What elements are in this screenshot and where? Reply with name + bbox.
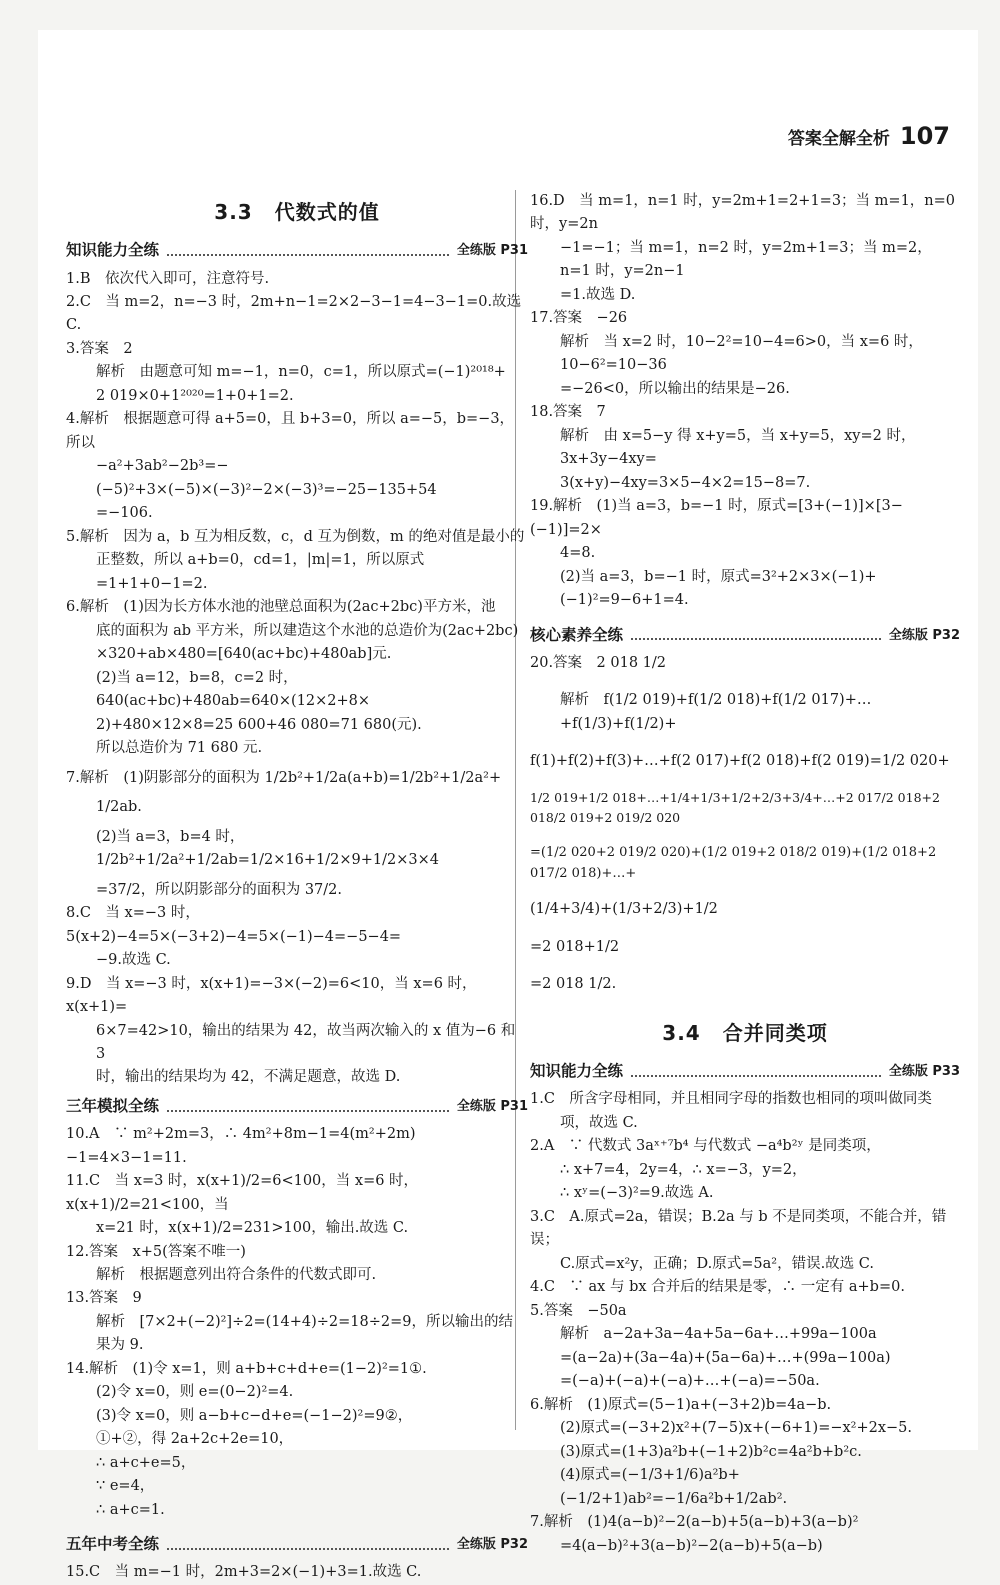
answer-line: (1/4+3/4)+(1/3+2/3)+1/2 — [530, 901, 718, 918]
answer-line: 4.C ∵ ax 与 bx 合并后的结果是零，∴ 一定有 a+b=0. — [530, 1279, 905, 1296]
subheading-title: 核心素养全练 — [530, 625, 624, 644]
answer-line: 3.答案 2 — [66, 340, 133, 357]
answer-line: 解析 由题意可知 m=−1，n=0，c=1，所以原式=(−1)²⁰¹⁸+ — [96, 364, 506, 381]
answer-line: 17.答案 −26 — [530, 310, 628, 327]
answer-line: 14.解析 (1)令 x=1，则 a+b+c+d+e=(1−2)²=1①. — [66, 1360, 427, 1377]
page-number: 107 — [899, 122, 950, 150]
answer-line: 果为 9. — [96, 1337, 144, 1354]
answer-line: 1.B 依次代入即可，注意符号. — [66, 270, 270, 287]
answer-line: =1.故选 D. — [560, 286, 636, 303]
answer-line: 6.解析 (1)因为长方体水池的池壁总面积为(2ac+2bc)平方米，池 — [66, 599, 496, 616]
answer-line: =(−a)+(−a)+(−a)+…+(−a)=−50a. — [560, 1373, 820, 1390]
answer-line: f(1)+f(2)+f(3)+…+f(2 017)+f(2 018)+f(2 019)=1/2 020+ — [530, 753, 950, 770]
answer-line: 时，输出的结果均为 42，不满足题意，故选 D. — [96, 1069, 401, 1086]
answer-line: ∴ a+c=1. — [96, 1501, 165, 1518]
answer-line: =−26<0，所以输出的结果是−26. — [560, 380, 790, 397]
answer-line: 底的面积为 ab 平方米，所以建造这个水池的总造价为(2ac+2bc) — [96, 622, 519, 639]
section-title-3-4 — [530, 1017, 960, 1049]
subheading-ref: 全练版 P32 — [888, 627, 960, 643]
answer-line: 9.D 当 x=−3 时，x(x+1)=−3×(−2)=6<10，当 x=6 时，x(x+1)= — [66, 975, 477, 1016]
subheading-five-year — [66, 1532, 528, 1557]
answer-line: 1/2 019+1/2 018+…+1/4+1/3+1/2+2/3+3/4+…+2 017/2 018+2 018/2 019+2 019/2 020 — [530, 789, 940, 826]
answer-line: 12.答案 x+5(答案不唯一) — [66, 1243, 246, 1260]
section-name: 代数式的值 — [274, 200, 380, 224]
right-column — [530, 190, 960, 1558]
answer-line: 3(x+y)−4xy=3×5−4×2=15−8=7. — [560, 474, 811, 491]
answer-line: =2 018+1/2 — [530, 938, 620, 955]
answer-line: 3.C A.原式=2a，错误；B.2a 与 b 不是同类项，不能合并，错误； — [530, 1208, 947, 1249]
answer-line: ∴ xʸ=(−3)²=9.故选 A. — [560, 1185, 714, 1202]
answer-line: =(a−2a)+(3a−4a)+(5a−6a)+…+(99a−100a) — [560, 1349, 891, 1366]
section-name: 合并同类项 — [722, 1020, 828, 1045]
answer-line: 5.解析 因为 a，b 互为相反数，c，d 互为倒数，m 的绝对值是最小的 — [66, 528, 525, 545]
answer-line: (3)原式=(1+3)a²b+(−1+2)b²c=4a²b+b²c. — [560, 1443, 862, 1460]
answer-line: 18.答案 7 — [530, 404, 606, 421]
subheading-three-year — [66, 1094, 528, 1119]
answers-block-1 — [66, 268, 528, 1090]
answer-line: −1=−1；当 m=1，n=2 时，y=2m+1=3；当 m=2，n=1 时，y=2n−1 — [560, 239, 932, 280]
subheading-ref: 全练版 P31 — [456, 243, 528, 259]
answers-block-4 — [530, 652, 960, 997]
subheading-core — [530, 623, 960, 648]
left-column — [66, 190, 528, 1585]
answer-line: 2.C 当 m=2，n=−3 时，2m+n−1=2×2−3−1=4−3−1=0.故选 C. — [66, 293, 522, 334]
answer-line: 19.解析 (1)当 a=3，b=−1 时，原式=[3+(−1)]×[3−(−1)]=2× — [530, 498, 903, 538]
subheading-title: 知识能力全练 — [530, 1062, 624, 1081]
answer-line: ×320+ab×480=[640(ac+bc)+480ab]元. — [96, 646, 392, 663]
answer-line: 解析 [7×2+(−2)²]÷2=(14+4)÷2=18÷2=9，所以输出的结 — [96, 1313, 513, 1330]
subheading-knowledge — [66, 238, 528, 263]
answer-line: 11.C 当 x=3 时，x(x+1)/2=6<100，当 x=6 时，x(x+1)/2=21<100，当 — [66, 1173, 419, 1213]
subheading-ref: 全练版 P32 — [456, 1537, 528, 1553]
answer-line: (4)原式=(−1/3+1/6)a²b+(−1/2+1)ab²=−1/6a²b+1/2ab². — [560, 1467, 788, 1507]
answer-line: 解析 当 x=2 时，10−2²=10−4=6>0，当 x=6 时，10−6²=10−36 — [560, 333, 923, 374]
subheading-knowledge-2 — [530, 1059, 960, 1084]
answer-line: (2)当 a=3，b=−1 时，原式=3²+2×3×(−1)+(−1)²=9−6+1=4. — [560, 568, 877, 609]
answer-line: (2)原式=(−3+2)x²+(7−5)x+(−6+1)=−x²+2x−5. — [560, 1420, 913, 1437]
answer-line: 7.解析 (1)阴影部分的面积为 1/2b²+1/2a(a+b)=1/2b²+1/2a²+ — [66, 769, 502, 786]
answer-line: 项，故选 C. — [560, 1114, 638, 1131]
dotted-leader — [631, 1067, 881, 1077]
answer-line: 1/2ab. — [96, 799, 142, 816]
answer-line: 6.解析 (1)原式=(5−1)a+(−3+2)b=4a−b. — [530, 1396, 832, 1413]
answer-line: 解析 由 x=5−y 得 x+y=5，当 x+y=5，xy=2 时，3x+3y−4xy= — [560, 427, 916, 468]
answer-line: (2)当 a=3，b=4 时，1/2b²+1/2a²+1/2ab=1/2×16+1/2×9+1/2×3×4 — [96, 828, 439, 869]
answer-line: 解析 f(1/2 019)+f(1/2 018)+f(1/2 017)+…+f(1/3)+f(1/2)+ — [560, 692, 872, 732]
answer-line: =2 018 1/2. — [530, 976, 617, 993]
section-number: 3.3 — [214, 200, 253, 224]
answer-line: 2)+480×12×8=25 600+46 080=71 680(元). — [96, 716, 422, 733]
answer-line: 1.C 所含字母相同，并且相同字母的指数也相同的项叫做同类 — [530, 1091, 932, 1108]
answer-line: 15.C 当 m=−1 时，2m+3=2×(−1)+3=1.故选 C. — [66, 1564, 422, 1581]
dotted-leader — [167, 1102, 449, 1112]
section-number: 3.4 — [662, 1020, 701, 1045]
answer-line: 13.答案 9 — [66, 1290, 142, 1307]
answer-line: 8.C 当 x=−3 时，5(x+2)−4=5×(−3+2)−4=5×(−1)−4=−5−4= — [66, 905, 402, 945]
answer-line: −9.故选 C. — [96, 952, 171, 969]
answer-line: 2 019×0+1²⁰²⁰=1+0+1=2. — [96, 387, 294, 404]
answer-line: (2)令 x=0，则 e=(0−2)²=4. — [96, 1384, 294, 1401]
subheading-ref: 全练版 P31 — [456, 1099, 528, 1114]
answer-page — [38, 30, 978, 1581]
answer-line: 4.解析 根据题意可得 a+5=0，且 b+3=0，所以 a=−5，b=−3，所以 — [66, 411, 515, 451]
subheading-ref: 全练版 P33 — [888, 1064, 960, 1080]
answer-line: 16.D 当 m=1，n=1 时，y=2m+1=2+1=3；当 m=1，n=0 时，y=2n — [530, 193, 956, 233]
answer-line: ①+②，得 2a+2c+2e=10， — [96, 1431, 294, 1448]
answer-line: 10.A ∵ m²+2m=3，∴ 4m²+8m−1=4(m²+2m)−1=4×3−1=11. — [66, 1126, 416, 1166]
answer-line: (3)令 x=0，则 a−b+c−d+e=(−1−2)²=9②， — [96, 1407, 413, 1424]
answer-line: −a²+3ab²−2b³=−(−5)²+3×(−5)×(−3)²−2×(−3)³=−25−135+54 — [96, 458, 437, 498]
answer-line: =−106. — [96, 505, 153, 522]
answer-line: =37/2，所以阴影部分的面积为 37/2. — [96, 881, 342, 898]
answer-line: 5.答案 −50a — [530, 1302, 627, 1319]
dotted-leader — [167, 246, 449, 256]
answer-line: ∴ a+c+e=5， — [96, 1454, 196, 1471]
answer-line: =4(a−b)²+3(a−b)²−2(a−b)+5(a−b) — [560, 1537, 823, 1554]
answer-line: 6×7=42>10，输出的结果为 42，故当两次输入的 x 值为−6 和 3 — [96, 1022, 516, 1062]
subheading-title: 三年模拟全练 — [66, 1096, 160, 1115]
answer-line: =(1/2 020+2 019/2 020)+(1/2 019+2 018/2 019)+(1/2 018+2 017/2 018)+…+ — [530, 845, 937, 882]
answers-block-2 — [66, 1123, 528, 1522]
answer-line: 7.解析 (1)4(a−b)²−2(a−b)+5(a−b)+3(a−b)² — [530, 1514, 859, 1531]
answer-line: 解析 根据题意列出符合条件的代数式即可. — [96, 1266, 377, 1283]
subheading-title: 五年中考全练 — [66, 1535, 160, 1554]
answer-line: 正整数，所以 a+b=0，cd=1，|m|=1，所以原式=1+1+0−1=2. — [96, 552, 425, 592]
answers-block-5 — [530, 1088, 960, 1558]
subheading-title: 知识能力全练 — [66, 241, 160, 260]
page-header — [788, 122, 950, 150]
answer-line: C.原式=x²y，正确；D.原式=5a²，错误.故选 C. — [560, 1255, 874, 1272]
answer-line: 解析 a−2a+3a−4a+5a−6a+…+99a−100a — [560, 1326, 877, 1343]
answer-line: ∴ x+7=4，2y=4，∴ x=−3，y=2， — [560, 1161, 807, 1178]
answer-line: 20.答案 2 018 1/2 — [530, 654, 667, 671]
dotted-leader — [167, 1540, 449, 1550]
answers-block-3 — [530, 190, 960, 613]
answer-line: 所以总造价为 71 680 元. — [96, 740, 263, 757]
section-title-3-3 — [66, 196, 528, 228]
answer-line: ∵ e=4， — [96, 1478, 155, 1495]
answer-line: 4=8. — [560, 545, 596, 562]
dotted-leader — [631, 630, 881, 640]
header-title: 答案全解全析 — [787, 129, 890, 149]
answer-line: 2.A ∵ 代数式 3aˣ⁺⁷b⁴ 与代数式 −a⁴b²ʸ 是同类项， — [530, 1138, 881, 1155]
answer-line: x=21 时，x(x+1)/2=231>100，输出.故选 C. — [96, 1220, 409, 1237]
answer-line: (2)当 a=12，b=8，c=2 时，640(ac+bc)+480ab=640×(12×2+8× — [96, 669, 371, 710]
